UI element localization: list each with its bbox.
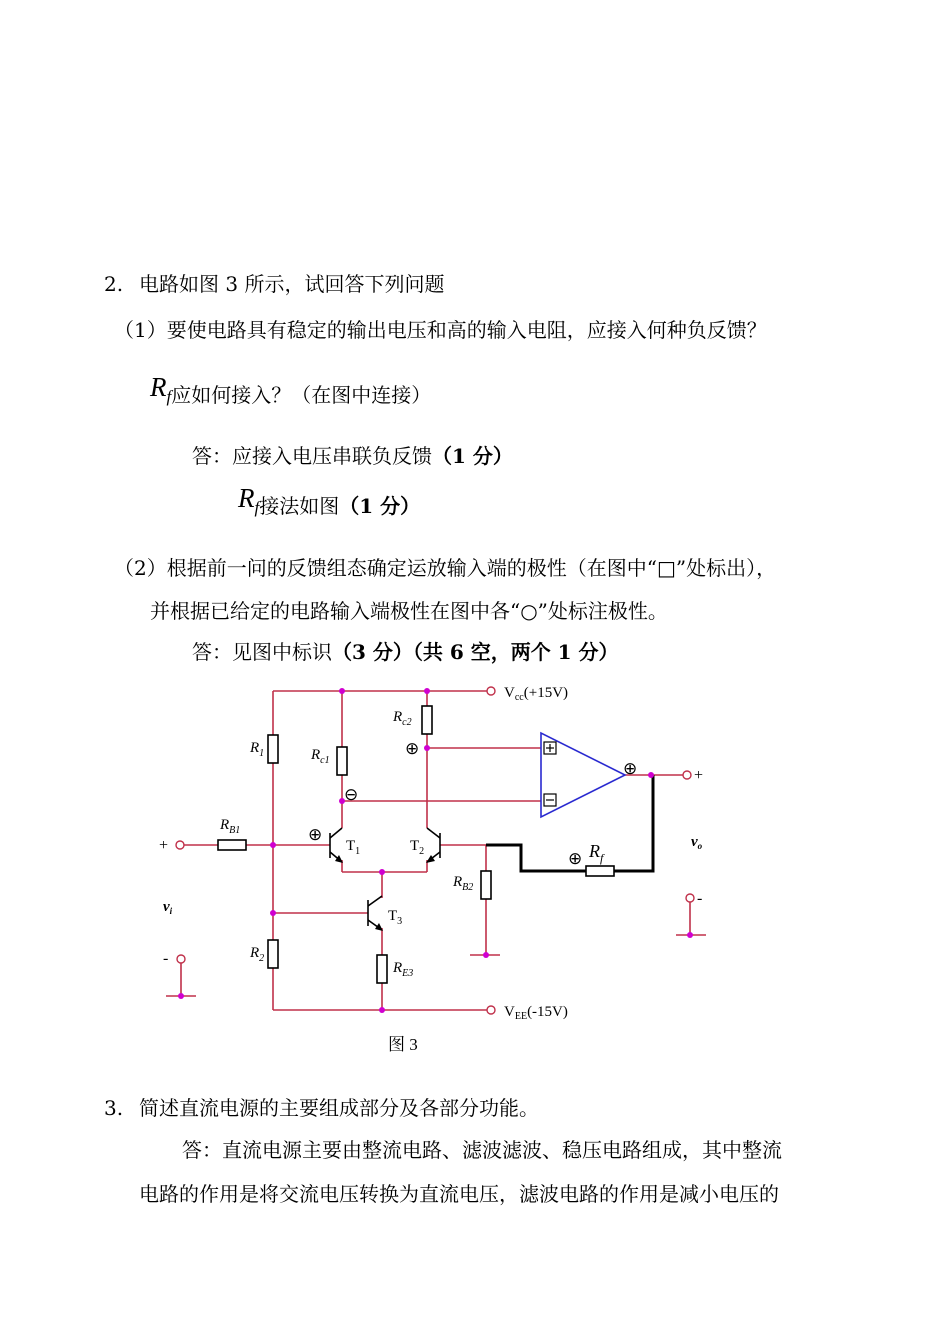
polarity-rc1-node: ⊖ (344, 785, 359, 804)
resistor-r1 (268, 735, 278, 763)
polarity-rc2-node: ⊕ (405, 739, 420, 758)
input-plus: + (159, 837, 169, 854)
q2-part2-question-line1: （2）根据前一问的反馈组态确定运放输入端的极性（在图中“□”处标出）， (114, 556, 777, 580)
figure-caption: 图 3 (388, 1035, 418, 1054)
q3-title: 简述直流电源的主要组成部分及各部分功能。 (139, 1096, 539, 1120)
q3-answer-line1: 答：直流电源主要由整流电路、滤波滤波、稳压电路组成，其中整流 (182, 1138, 782, 1162)
output-minus: - (697, 890, 703, 907)
output-plus: + (694, 767, 704, 784)
t3-label: $T_3$ (388, 908, 403, 927)
rf-symbol-answer: $R_f$ (238, 483, 260, 517)
feedback-wire-output (614, 775, 653, 871)
q2-number: 2. (104, 272, 124, 296)
resistor-rc2 (422, 706, 432, 734)
junction-dots (178, 688, 693, 1013)
rf-label: $R_f$ (589, 841, 604, 865)
transistor-arrows (335, 855, 435, 931)
resistor-r2 (268, 940, 278, 968)
q2-part2-question-line2: 并根据已给定的电路输入端极性在图中各“○”处标注极性。 (150, 599, 668, 623)
q3-answer-line2: 电路的作用是将交流电压转换为直流电压，滤波电路的作用是减小电压的 (139, 1182, 779, 1206)
vcc-label: $V_{cc}(+15V)$ (504, 685, 569, 703)
answer2-text: 接法如图 (259, 494, 340, 518)
q2-part1-question-line2 (150, 374, 431, 414)
r1-label: $R_1$ (250, 740, 265, 759)
t2-label: $T_2$ (410, 838, 425, 857)
circuit-diagram-figure-3 (150, 675, 704, 1060)
input-minus: - (163, 950, 169, 967)
q2-part1-question: （1）要使电路具有稳定的输出电压和高的输入电阻，应接入何种负反馈？ (114, 318, 767, 342)
answer2-score: （1 分） (339, 494, 421, 518)
rf-symbol: $R_f$ (150, 372, 172, 406)
part2-answer-text: 答：见图中标识 (192, 640, 332, 664)
part2-answer-score: （3 分）（共 6 空，两个 1 分） (332, 640, 619, 664)
q2-part1-answer2 (238, 485, 420, 525)
rb1-label: $R_{B1}$ (220, 817, 241, 836)
answer1-text: 答：应接入电压串联负反馈 (192, 444, 432, 468)
q3-number: 3. (104, 1096, 124, 1120)
polarity-t1-base: ⊕ (308, 825, 323, 844)
q2-title: 电路如图 3 所示，试回答下列问题 (139, 272, 445, 296)
op-amp (541, 733, 625, 817)
t1-label: $T_1$ (346, 838, 361, 857)
q2-part1-question-text: 应如何接入？（在图中连接） (171, 383, 432, 407)
polarity-rf: ⊕ (568, 849, 583, 868)
answer1-score: （1 分） (432, 444, 513, 468)
q2-part1-answer1 (192, 446, 513, 466)
resistor-rb2 (481, 871, 491, 899)
circuit-wires (166, 691, 706, 1010)
rc2-label: $R_{c2}$ (393, 709, 412, 728)
q2-part2-answer (192, 642, 619, 662)
vo-label: $v_o$ (691, 834, 703, 851)
rc1-label: $R_{c1}$ (311, 747, 330, 766)
resistor-re3 (377, 955, 387, 983)
rb2-label: $R_{B2}$ (453, 874, 474, 893)
resistor-rc1 (337, 747, 347, 775)
polarity-opamp-output: ⊕ (623, 759, 638, 778)
re3-label: $R_{E3}$ (393, 960, 414, 979)
resistor-rb1 (218, 840, 246, 850)
resistor-rf (586, 866, 614, 876)
vee-label: $V_{EE}(-15V)$ (504, 1004, 568, 1022)
terminals (176, 687, 694, 1014)
r2-label: $R_2$ (250, 945, 265, 964)
vi-label: $v_i$ (163, 899, 173, 916)
